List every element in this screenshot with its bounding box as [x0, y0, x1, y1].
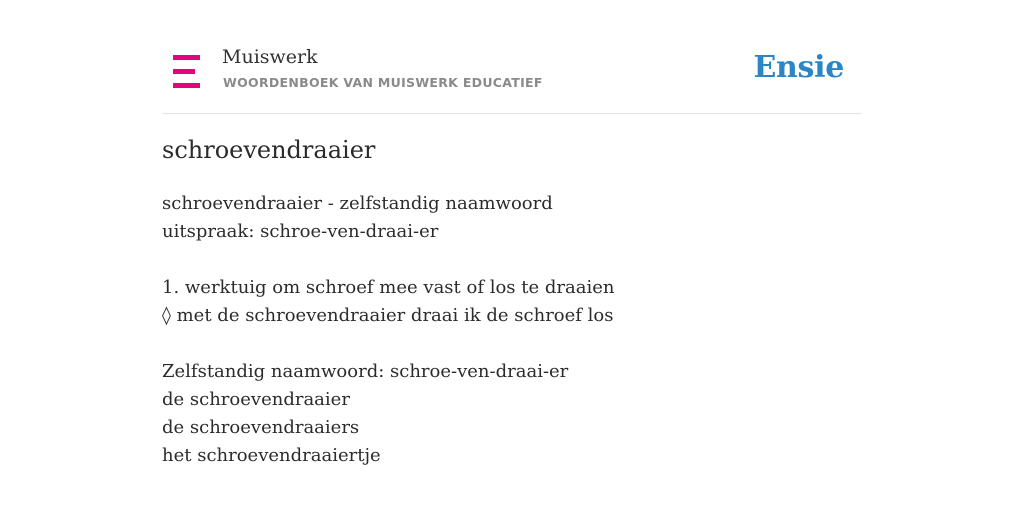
entry-line-definition: 1. werktuig om schroef mee vast of los te draaien — [162, 277, 615, 298]
entry-line-pronunciation: uitspraak: schroe-ven-draai-er — [162, 221, 439, 242]
entry-body — [162, 190, 614, 470]
entry-line-blank — [162, 330, 614, 358]
entry-line-example: ◊ met de schroevendraaier draai ik de schroef los — [162, 305, 614, 326]
entry-line-diminutive: het schroevendraaiertje — [162, 445, 381, 466]
ensie-logo-link[interactable]: Ensie — [753, 50, 844, 85]
muiswerk-logo-icon[interactable] — [173, 55, 200, 88]
header — [162, 0, 862, 114]
entry-title: schroevendraaier — [162, 136, 376, 164]
entry-line-word-class: Zelfstandig naamwoord: schroe-ven-draai-er — [162, 361, 569, 382]
entry-line-plural: de schroevendraaiers — [162, 417, 360, 438]
entry-line-heading: schroevendraaier - zelfstandig naamwoord — [162, 193, 553, 214]
brand-subtitle: WOORDENBOEK VAN MUISWERK EDUCATIEF — [223, 75, 543, 90]
brand-name[interactable]: Muiswerk — [222, 46, 318, 68]
page — [162, 0, 862, 466]
entry-line-blank — [162, 246, 614, 274]
entry-line-singular: de schroevendraaier — [162, 389, 350, 410]
